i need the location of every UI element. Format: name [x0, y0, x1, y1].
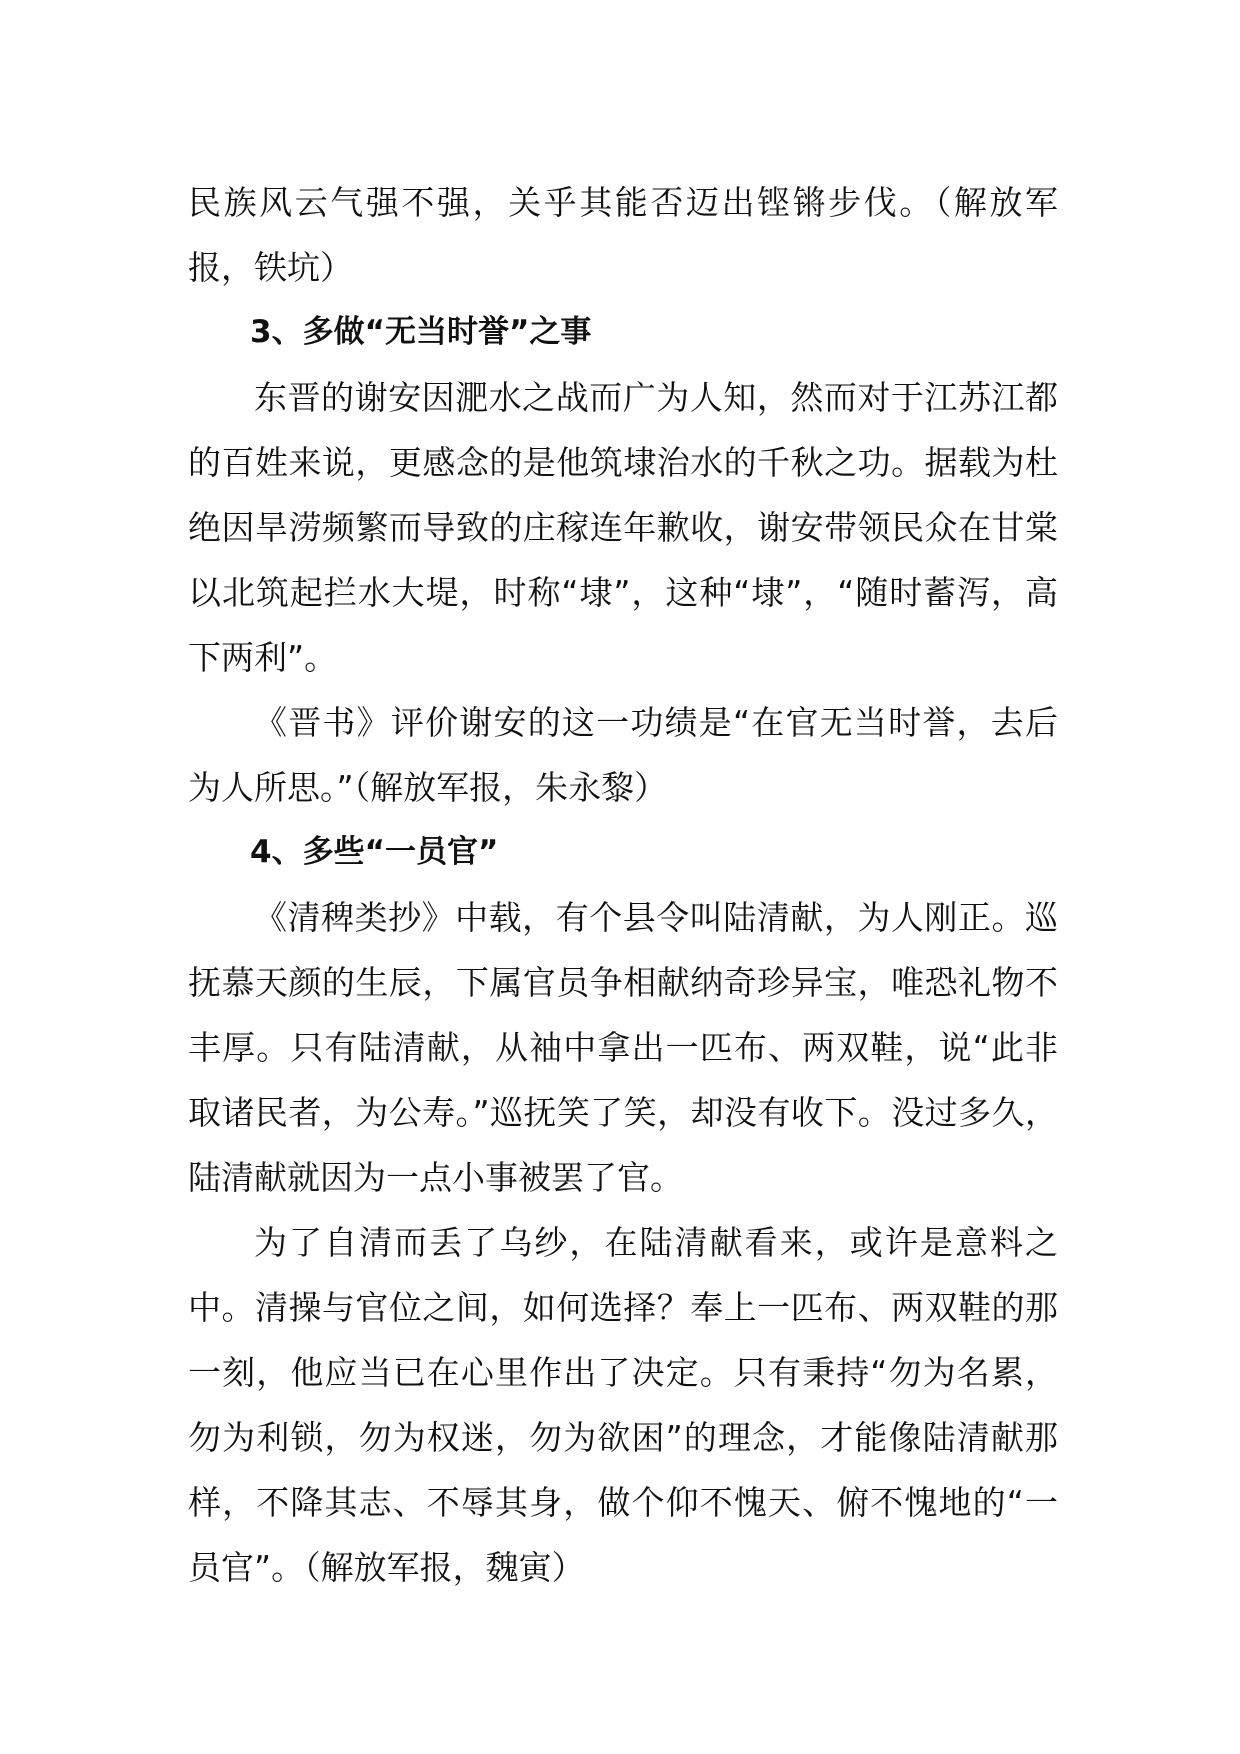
- paragraph-1: 民族风云气强不强，关乎其能否迈出铿锵步伐。（解放军报，铁坑）: [188, 183, 1058, 287]
- document-page: [188, 170, 1058, 1600]
- paragraph-2: 东晋的谢安因淝水之战而广为人知，然而对于江苏江都的百姓来说，更感念的是他筑埭治水的千秋之功。据载为杜绝因旱涝频繁而导致的庄稼连年歉收，谢安带领民众在甘棠以北筑起拦水大堤，时称“埭”，这种“埭”，“随时蓄泻，高下两利”。: [188, 378, 1058, 677]
- paragraph-4: 《清稗类抄》中载，有个县令叫陆清献，为人刚正。巡抚慕天颜的生辰，下属官员争相献纳奇珍异宝，唯恐礼物不丰厚。只有陆清献，从袖中拿出一匹布、两双鞋，说“此非取诸民者，为公寿。”巡抚笑了笑，却没有收下。没过多久，陆清献就因为一点小事被罢了官。: [188, 898, 1058, 1197]
- section-heading-4: 4、多些“一员官”: [250, 834, 499, 870]
- paragraph-3: 《晋书》评价谢安的这一功绩是“在官无当时誉，去后为人所思。”（解放军报，朱永黎）: [188, 703, 1058, 807]
- section-heading-3: 3、多做“无当时誉”之事: [250, 314, 592, 350]
- paragraph-5: 为了自清而丢了乌纱，在陆清献看来，或许是意料之中。清操与官位之间，如何选择？奉上一匹布、两双鞋的那一刻，他应当已在心里作出了决定。只有秉持“勿为名累，勿为利锁，勿为权迷，勿为欲困”的理念，才能像陆清献那样，不降其志、不辱其身，做个仰不愧天、俯不愧地的“一员官”。（解放军报，魏寅）: [188, 1223, 1058, 1587]
